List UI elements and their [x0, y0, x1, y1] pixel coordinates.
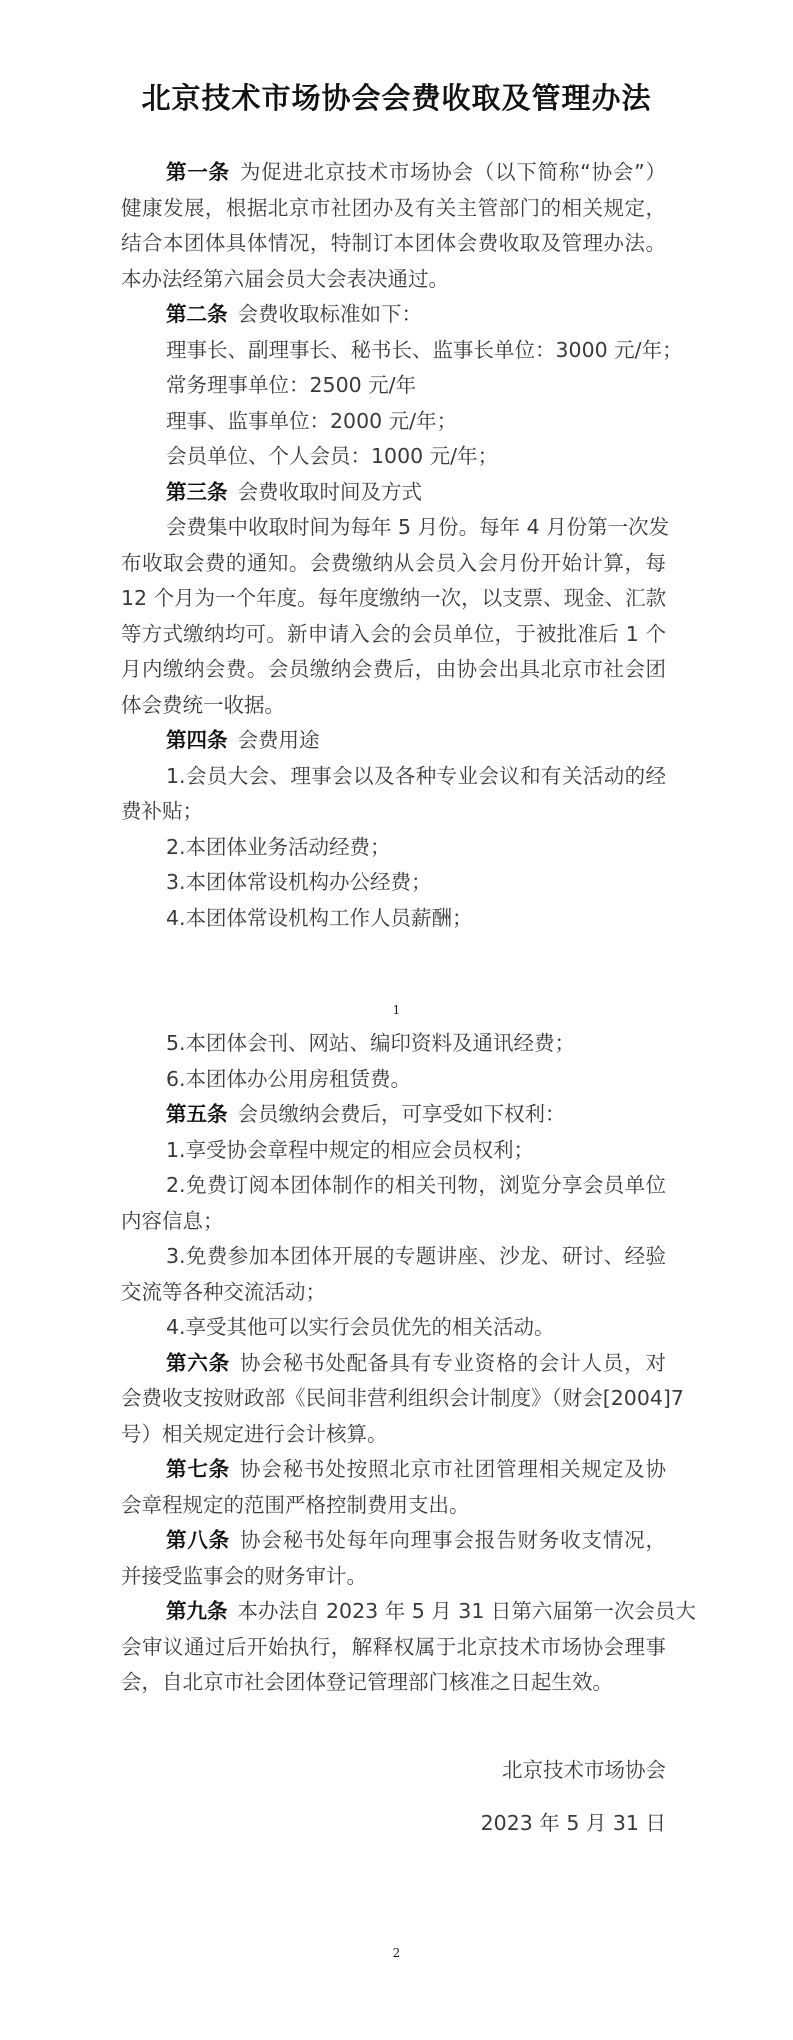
paragraph [121, 510, 670, 723]
paragraph [121, 1062, 666, 1098]
line-text: 交流等各种交流活动； [121, 1279, 326, 1304]
text-line [121, 1026, 666, 1062]
article-heading: 第七条 [166, 1457, 231, 1481]
article-heading: 第四条 [166, 728, 228, 752]
text-line [121, 510, 670, 546]
text-line [121, 475, 666, 511]
text-line [121, 1310, 666, 1346]
text-line [121, 546, 666, 582]
line-text: 会章程规定的范围严格控制费用支出。 [121, 1492, 470, 1517]
line-text: 1.享受协会章程中规定的相应会员权利； [166, 1137, 535, 1162]
article-heading: 第九条 [166, 1599, 228, 1623]
article-paragraph [121, 155, 666, 297]
text-line [121, 794, 666, 830]
text-line [121, 297, 666, 333]
paragraph [121, 830, 666, 866]
line-text: 2.免费订阅本团体制作的相关刊物，浏览分享会员单位 [166, 1173, 666, 1197]
text-line [121, 830, 666, 866]
article-paragraph [121, 1523, 666, 1594]
line-text: 会费收取标准如下： [237, 302, 422, 326]
line-text: 理事长、副理事长、秘书长、监事长单位：3000 元/年； [166, 337, 683, 362]
paragraph [121, 368, 666, 404]
paragraph [121, 759, 666, 830]
line-text: 12 个月为一个年度。每年度缴纳一次，以支票、现金、汇款 [121, 586, 667, 610]
line-text: 月内缴纳会费。会员缴纳会费后，由协会出具北京市社会团 [121, 657, 666, 681]
line-text: 1.会员大会、理事会以及各种专业会议和有关活动的经 [166, 763, 666, 788]
paragraph [121, 901, 666, 937]
text-line [121, 333, 683, 369]
text-line [121, 1204, 666, 1240]
text-line [121, 581, 666, 617]
line-text: 费补贴； [121, 799, 203, 823]
text-line [121, 1559, 666, 1595]
line-text: 理事、监事单位：2000 元/年； [166, 408, 458, 433]
article-heading: 第八条 [166, 1528, 231, 1552]
text-line [121, 155, 666, 191]
paragraph [121, 439, 666, 475]
text-line [121, 1523, 666, 1559]
paragraph [121, 1239, 666, 1310]
text-line [121, 1275, 666, 1311]
text-line [121, 226, 666, 262]
text-line [121, 1417, 666, 1453]
article-heading: 第三条 [166, 479, 228, 504]
line-text: 会审议通过后开始执行，解释权属于北京技术市场协会理事 [121, 1634, 666, 1659]
line-text: 体会费统一收据。 [121, 692, 285, 717]
text-line [121, 1062, 666, 1098]
signature-date: 2023 年 5 月 31 日 [480, 1811, 666, 1835]
text-line [121, 865, 666, 901]
article-paragraph [121, 1346, 684, 1453]
line-text: 会费集中收取时间为每年 5 月份。每年 4 月份第一次发 [166, 515, 670, 539]
paragraph [121, 1310, 666, 1346]
line-text: 常务理事单位：2500 元/年 [166, 373, 417, 397]
line-text: 3.本团体常设机构办公经费； [166, 870, 432, 894]
paragraph [121, 1026, 666, 1062]
line-text: 本办法自 2023 年 5 月 31 日第六届第一次会员大 [237, 1599, 696, 1623]
text-line [121, 652, 666, 688]
line-text: 5.本团体会刊、网站、编印资料及通讯经费； [166, 1031, 576, 1055]
line-text: 6.本团体办公用房租赁费。 [166, 1066, 412, 1091]
line-text: 会，自北京市社会团体登记管理部门核准之日起生效。 [121, 1670, 613, 1694]
line-text: 布收取会费的通知。会费缴纳从会员入会月份开始计算，每 [121, 550, 666, 575]
text-line [121, 1452, 666, 1488]
page-number-1: 1 [392, 1003, 401, 1017]
paragraph [121, 1168, 666, 1239]
text-line [121, 1488, 666, 1524]
line-text: 健康发展，根据北京市社团办及有关主管部门的相关规定， [121, 195, 666, 220]
text-line [121, 1097, 666, 1133]
paragraph [121, 1133, 666, 1169]
line-text: 2.本团体业务活动经费； [166, 834, 391, 859]
text-line [121, 759, 666, 795]
text-line [121, 1346, 666, 1382]
article-heading: 第五条 [166, 1102, 228, 1126]
line-text: 会费收取时间及方式 [237, 479, 422, 504]
text-line [121, 1630, 666, 1666]
line-text: 为促进北京技术市场协会（以下简称“协会”） [239, 160, 667, 184]
line-text: 并接受监事会的财务审计。 [121, 1563, 367, 1588]
text-line [121, 617, 666, 653]
line-text: 会员缴纳会费后，可享受如下权利： [237, 1102, 566, 1126]
article-paragraph [121, 1097, 666, 1133]
text-line [121, 1239, 666, 1275]
line-text: 结合本团体具体情况，特制订本团体会费收取及管理办法。 [121, 231, 666, 255]
page-1-body [121, 155, 683, 936]
line-text: 协会秘书处配备具有专业资格的会计人员，对 [240, 1350, 667, 1375]
text-line [121, 1168, 666, 1204]
line-text: 3.免费参加本团体开展的专题讲座、沙龙、研讨、经验 [166, 1244, 666, 1268]
line-text: 会费用途 [237, 728, 320, 752]
article-paragraph [121, 1452, 666, 1523]
line-text: 协会秘书处按照北京市社团管理相关规定及协 [240, 1457, 667, 1481]
paragraph [121, 404, 666, 440]
text-line [121, 191, 666, 227]
text-line [121, 262, 666, 298]
line-text: 号）相关规定进行会计核算。 [121, 1421, 388, 1446]
article-heading: 第二条 [166, 302, 228, 326]
text-line [121, 723, 666, 759]
text-line [121, 1381, 684, 1417]
paragraph [121, 865, 666, 901]
text-line [121, 688, 666, 724]
line-text: 会员单位、个人会员：1000 元/年； [166, 444, 499, 468]
line-text: 内容信息； [121, 1208, 224, 1233]
text-line [121, 439, 666, 475]
article-paragraph [121, 297, 666, 333]
text-line [121, 368, 666, 404]
line-text: 本办法经第六届会员大会表决通过。 [121, 266, 449, 291]
line-text: 协会秘书处每年向理事会报告财务收支情况， [240, 1528, 667, 1552]
document-title: 北京技术市场协会会费收取及管理办法 [141, 81, 652, 115]
paragraph [121, 333, 683, 369]
text-line [121, 1665, 666, 1701]
article-paragraph [121, 475, 666, 511]
article-paragraph [121, 1594, 696, 1701]
article-paragraph [121, 723, 666, 759]
text-line [121, 901, 666, 937]
line-text: 等方式缴纳均可。新申请入会的会员单位，于被批准后 1 个 [121, 621, 666, 646]
text-line [121, 1133, 666, 1169]
page-2-body [121, 1026, 696, 1701]
page-number-2: 2 [392, 1946, 401, 1960]
signature-org: 北京技术市场协会 [502, 1758, 666, 1782]
text-line [121, 1594, 696, 1630]
article-heading: 第六条 [166, 1350, 231, 1375]
line-text: 4.本团体常设机构工作人员薪酬； [166, 905, 473, 930]
line-text: 4.享受其他可以实行会员优先的相关活动。 [166, 1315, 555, 1339]
text-line [121, 404, 666, 440]
article-heading: 第一条 [166, 160, 230, 184]
line-text: 会费收支按财政部《民间非营利组织会计制度》（财会[2004]7 [121, 1386, 684, 1410]
